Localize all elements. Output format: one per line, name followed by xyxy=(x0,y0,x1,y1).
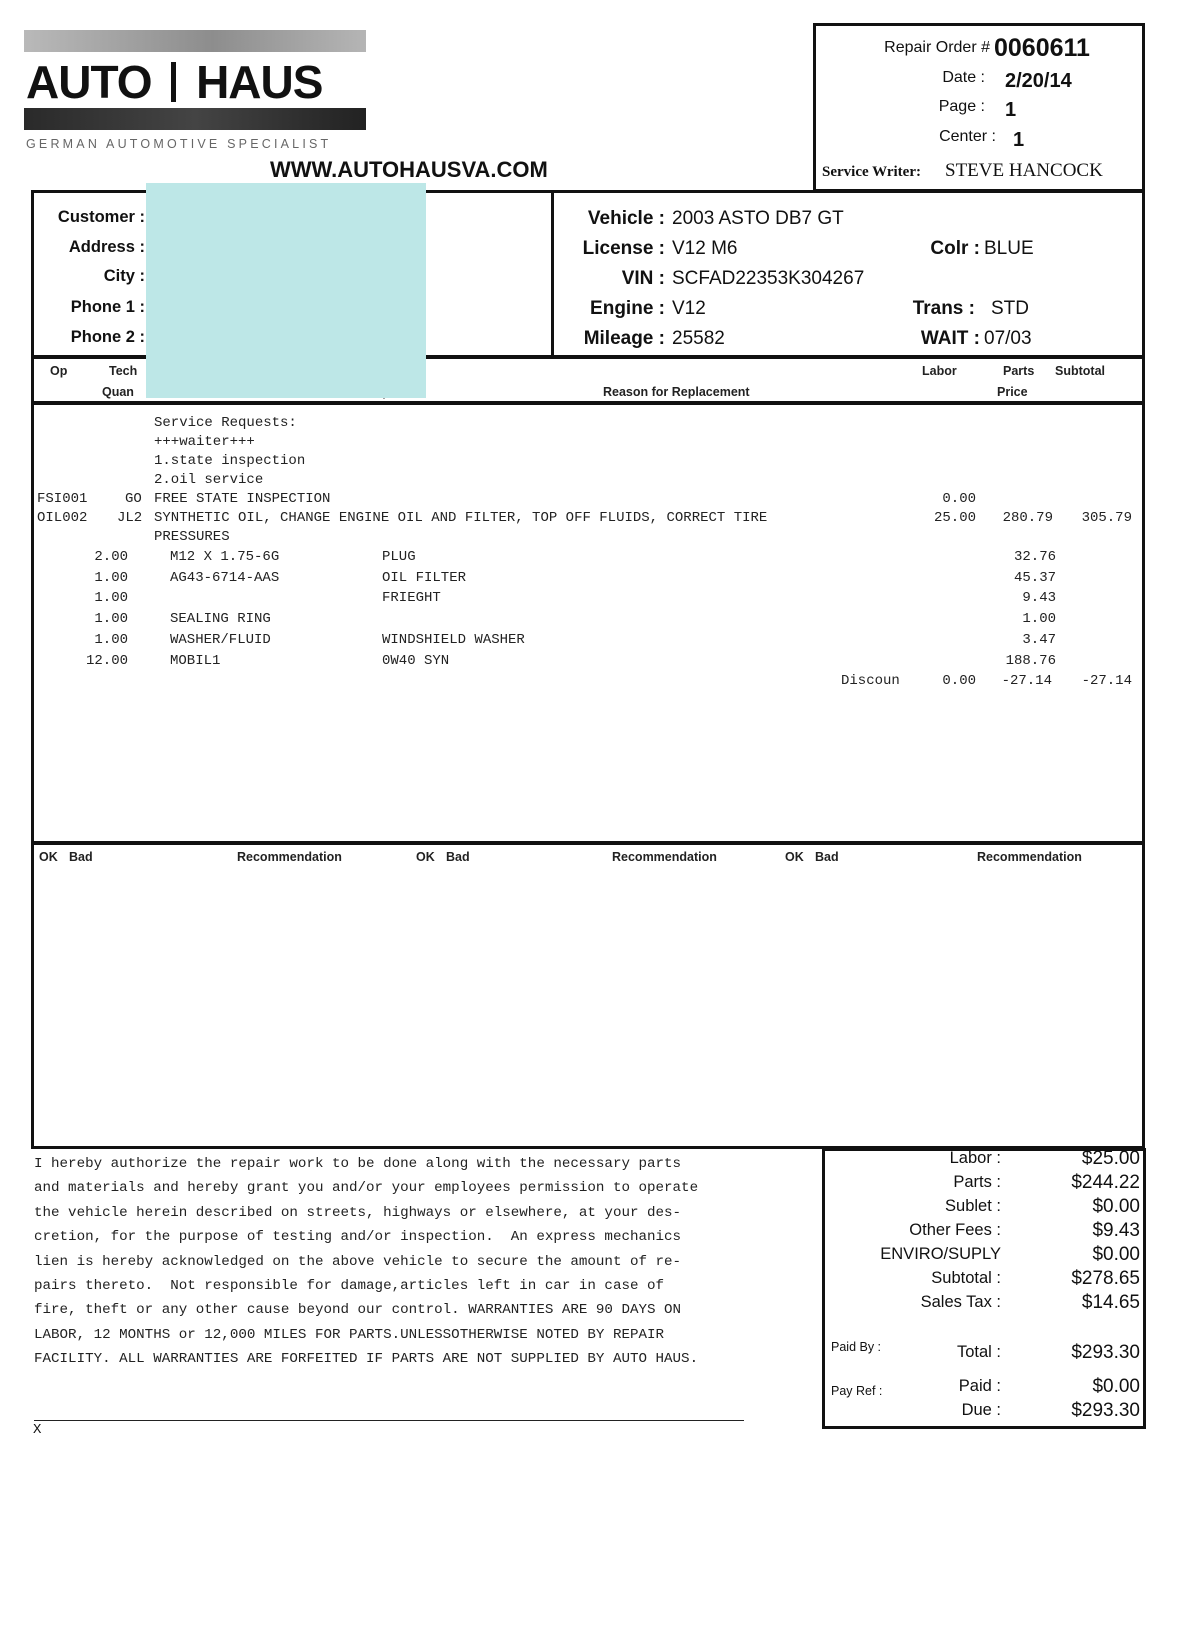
page-value: 1 xyxy=(1005,99,1017,121)
part-price: 1.00 xyxy=(1022,611,1056,627)
wait-value: 07/03 xyxy=(984,328,1032,349)
total-other-label: Other Fees : xyxy=(909,1221,1001,1239)
logo-word-left: AUTO xyxy=(26,56,152,108)
vehicle-label: Vehicle : xyxy=(587,208,665,229)
rec-bad-3: Bad xyxy=(815,850,839,864)
col-labor: Labor xyxy=(922,364,957,378)
sales-tax-value: $14.65 xyxy=(1081,1292,1140,1313)
total-sublet-value: $0.00 xyxy=(1092,1196,1140,1217)
color-value: BLUE xyxy=(984,238,1034,259)
license-value: V12 M6 xyxy=(672,238,738,259)
page-label: Page : xyxy=(938,98,985,115)
col-parts: Parts xyxy=(1003,364,1035,378)
subtotal-value: $278.65 xyxy=(1071,1268,1140,1289)
rec-ok-2: OK xyxy=(416,850,435,864)
date-label: Date : xyxy=(942,69,985,86)
vehicle-value: 2003 ASTO DB7 GT xyxy=(672,208,844,229)
mileage-label: Mileage : xyxy=(583,328,665,349)
op-tech: JL2 xyxy=(117,510,143,526)
date-value: 2/20/14 xyxy=(1005,70,1072,92)
part-price: 45.37 xyxy=(1013,570,1056,586)
part-desc: 0W40 SYN xyxy=(382,653,450,669)
repair-order-number: 0060611 xyxy=(994,34,1090,62)
part-price: 9.43 xyxy=(1022,590,1056,606)
signature-line[interactable] xyxy=(34,1420,744,1421)
service-request-line: +++waiter+++ xyxy=(154,434,255,450)
info-divider xyxy=(551,190,554,358)
center-label: Center : xyxy=(939,128,996,145)
license-label: License : xyxy=(582,238,665,259)
subtotal-label: Subtotal : xyxy=(931,1269,1001,1287)
col-quan: Quan xyxy=(102,385,134,399)
vin-value: SCFAD22353K304267 xyxy=(672,268,865,289)
discount-subtotal: -27.14 xyxy=(1081,673,1132,689)
part-desc: OIL FILTER xyxy=(382,570,467,586)
paid-label: Paid : xyxy=(958,1377,1001,1395)
service-request-line: 1.state inspection xyxy=(154,453,306,469)
part-qty: 1.00 xyxy=(94,590,128,606)
rec-header-2: Recommendation xyxy=(612,850,717,864)
service-request-line: Service Requests: xyxy=(154,415,297,431)
part-number: SEALING RING xyxy=(170,611,271,627)
due-label: Due : xyxy=(961,1401,1001,1419)
city-label: City : xyxy=(103,267,145,285)
part-price: 3.47 xyxy=(1022,632,1056,648)
rec-bad-1: Bad xyxy=(69,850,93,864)
col-subtotal: Subtotal xyxy=(1055,364,1105,378)
total-other-value: $9.43 xyxy=(1092,1220,1140,1241)
redaction-note-ext xyxy=(146,356,426,398)
color-label: Colr : xyxy=(930,238,980,259)
col-tech: Tech xyxy=(109,364,138,378)
customer-label: Customer : xyxy=(57,208,145,226)
trans-value: STD xyxy=(991,298,1029,319)
op-subtotal: 305.79 xyxy=(1081,510,1132,526)
col-price: Price xyxy=(997,385,1028,399)
vin-label: VIN : xyxy=(621,268,665,289)
discount-labor: 0.00 xyxy=(942,673,976,689)
signature-x: X xyxy=(33,1422,42,1438)
part-qty: 12.00 xyxy=(85,653,128,669)
part-number: WASHER/FLUID xyxy=(170,632,271,648)
part-number: M12 X 1.75-6G xyxy=(170,549,280,565)
op-code: OIL002 xyxy=(37,510,88,526)
sales-tax-label: Sales Tax : xyxy=(920,1293,1001,1311)
op-description: FREE STATE INSPECTION xyxy=(154,491,331,507)
wait-label: WAIT : xyxy=(920,328,980,349)
service-writer-label: Service Writer: xyxy=(822,164,921,180)
address-label: Address : xyxy=(68,238,145,256)
rec-header-1: Recommendation xyxy=(237,850,342,864)
part-number: MOBIL1 xyxy=(170,653,221,669)
logo xyxy=(26,55,322,109)
discount-parts: -27.14 xyxy=(1001,673,1052,689)
phone2-label: Phone 2 : xyxy=(70,328,145,346)
op-labor: 25.00 xyxy=(933,510,976,526)
engine-value: V12 xyxy=(672,298,706,319)
rec-ok-1: OK xyxy=(39,850,58,864)
engine-label: Engine : xyxy=(590,298,665,319)
grand-total-value: $293.30 xyxy=(1071,1342,1140,1363)
discount-label: Discoun xyxy=(841,673,900,689)
part-price: 32.76 xyxy=(1013,549,1056,565)
part-qty: 1.00 xyxy=(94,570,128,586)
website-link[interactable]: WWW.AUTOHAUSVA.COM xyxy=(270,157,548,182)
total-enviro-value: $0.00 xyxy=(1092,1244,1140,1265)
op-description: SYNTHETIC OIL, CHANGE ENGINE OIL AND FILTER, TOP OFF FLUIDS, CORRECT TIRE xyxy=(154,510,768,526)
rec-bad-2: Bad xyxy=(446,850,470,864)
rec-ok-3: OK xyxy=(785,850,804,864)
total-labor-value: $25.00 xyxy=(1081,1148,1140,1169)
op-labor: 0.00 xyxy=(942,491,976,507)
op-parts: 280.79 xyxy=(1002,510,1053,526)
center-value: 1 xyxy=(1013,129,1025,151)
part-number: AG43-6714-AAS xyxy=(170,570,280,586)
pay-ref-label: Pay Ref : xyxy=(831,1384,883,1398)
recommendation-area xyxy=(31,842,1145,1149)
part-desc: FRIEGHT xyxy=(382,590,441,606)
authorization-text: I hereby authorize the repair work to be done along with the necessary parts and materials and hereby grant you and/or your employees permission to operate the vehicle herein described on streets, highways or elsewhere, at your des- cretion, for the purpose of testing and/or inspection. An express mechanics lien is hereby acknowledged on the above vehicle to secure the amount of re- pairs thereto. Not responsible for damage,articles left in car in case of fire, theft or any other cause beyond our control. WARRANTIES ARE 90 DAYS ON LABOR, 12 MONTHS or 12,000 MILES FOR PARTS.UNLESSOTHERWISE NOTED BY REPAIR FACILITY. ALL WARRANTIES ARE FORFEITED IF PARTS ARE NOT SUPPLIED BY AUTO HAUS. xyxy=(34,1156,699,1368)
rec-header-3: Recommendation xyxy=(977,850,1082,864)
total-labor-label: Labor : xyxy=(949,1149,1001,1167)
col-reason: Reason for Replacement xyxy=(603,385,750,399)
due-value: $293.30 xyxy=(1071,1400,1140,1421)
op-description-cont: PRESSURES xyxy=(154,529,230,545)
paid-by-label: Paid By : xyxy=(831,1340,882,1354)
op-code: FSI001 xyxy=(37,491,88,507)
part-qty: 2.00 xyxy=(94,549,128,565)
part-price: 188.76 xyxy=(1005,653,1056,669)
part-qty: 1.00 xyxy=(94,632,128,648)
mileage-value: 25582 xyxy=(672,328,725,349)
logo-word-right: HAUS xyxy=(196,56,323,108)
service-request-line: 2.oil service xyxy=(154,472,264,488)
part-desc: WINDSHIELD WASHER xyxy=(382,632,525,648)
op-tech: GO xyxy=(125,491,142,507)
repair-order-label: Repair Order # xyxy=(884,39,990,56)
logo-bottom-bar xyxy=(24,108,366,130)
service-writer-name: STEVE HANCOCK xyxy=(945,160,1103,181)
phone1-label: Phone 1 : xyxy=(70,298,145,316)
total-parts-label: Parts : xyxy=(953,1173,1001,1191)
logo-top-bar xyxy=(24,30,366,52)
part-desc: PLUG xyxy=(382,549,416,565)
total-parts-value: $244.22 xyxy=(1071,1172,1140,1193)
grand-total-label: Total : xyxy=(956,1343,1001,1361)
total-sublet-label: Sublet : xyxy=(945,1197,1001,1215)
total-enviro-label: ENVIRO/SUPLY xyxy=(880,1245,1001,1263)
paid-value: $0.00 xyxy=(1092,1376,1140,1397)
col-op: Op xyxy=(50,364,68,378)
logo-tagline: GERMAN AUTOMOTIVE SPECIALIST xyxy=(26,137,332,151)
logo-divider xyxy=(171,62,176,102)
part-qty: 1.00 xyxy=(94,611,128,627)
trans-label: Trans : xyxy=(912,298,975,319)
